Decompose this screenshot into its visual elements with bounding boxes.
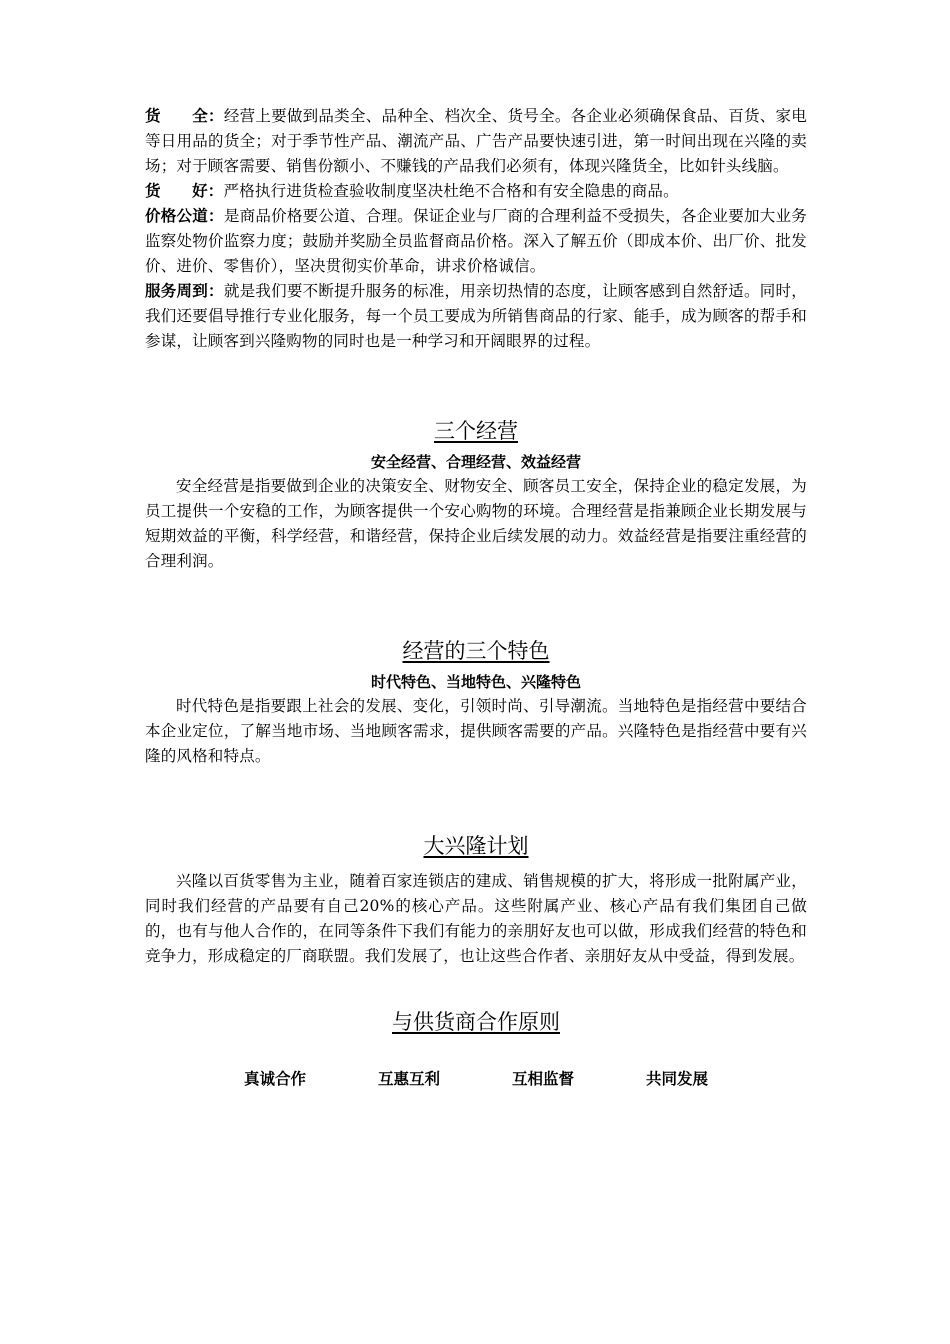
definition-fair-price xyxy=(145,204,807,279)
section-title-supplier-principles: 与供货商合作原则 xyxy=(392,1010,560,1034)
principle-item: 互相监督 xyxy=(511,1070,574,1088)
principle-item: 共同发展 xyxy=(645,1070,708,1088)
principle-item: 真诚合作 xyxy=(243,1070,306,1088)
term-label: 货 全： xyxy=(145,107,224,125)
section-subtitle: 时代特色、当地特色、兴隆特色 xyxy=(370,673,581,691)
principles-row xyxy=(145,1067,807,1089)
term-label: 价格公道： xyxy=(145,207,224,225)
definition-text: 严格执行进货检查验收制度坚决杜绝不合格和有安全隐患的商品。 xyxy=(223,182,679,200)
definition-text: 经营上要做到品类全、品种全、档次全、货号全。各企业必须确保食品、百货、家电等日用品的货全；对于季节性产品、潮流产品、广告产品要快速引进，第一时间出现在兴隆的卖场；对于顾客需要、销售份额小、不赚钱的产品我们必须有，体现兴隆货全，比如针头线脑。 xyxy=(145,107,807,175)
section-body: 兴隆以百货零售为主业，随着百家连锁店的建成、销售规模的扩大，将形成一批附属产业，同时我们经营的产品要有自己20%的核心产品。这些附属产业、核心产品有我们集团自己做的，也有与他人合作的，在同等条件下我们有能力的亲朋好友也可以做，形成我们经营的特色和竞争力，形成稳定的厂商联盟。我们发展了，也让这些合作者、亲朋好友从中受益，得到发展。 xyxy=(145,872,807,965)
section-title-big-xinglong-plan: 大兴隆计划 xyxy=(423,834,529,858)
definition-goods-quality xyxy=(145,179,807,204)
section-title-three-features: 经营的三个特色 xyxy=(402,639,550,663)
definition-thoughtful-service xyxy=(145,279,807,354)
document-page xyxy=(145,104,807,1089)
term-label: 服务周到： xyxy=(145,282,224,300)
definition-goods-complete xyxy=(145,104,807,179)
section-subtitle: 安全经营、合理经营、效益经营 xyxy=(370,453,581,471)
section-title-three-operations: 三个经营 xyxy=(434,419,518,443)
definition-text: 是商品价格要公道、合理。保证企业与厂商的合理利益不受损失，各企业要加大业务监察处物价监察力度；鼓励并奖励全员监督商品价格。深入了解五价（即成本价、出厂价、批发价、进价、零售价），坚决贯彻实价革命，讲求价格诚信。 xyxy=(145,207,807,275)
definition-text: 就是我们要不断提升服务的标准，用亲切热情的态度，让顾客感到自然舒适。同时，我们还要倡导推行专业化服务，每一个员工要成为所销售商品的行家、能手，成为顾客的帮手和参谋，让顾客到兴隆购物的同时也是一种学习和开阔眼界的过程。 xyxy=(145,282,807,350)
term-label: 货 好： xyxy=(145,182,224,200)
section-body: 安全经营是指要做到企业的决策安全、财物安全、顾客员工安全，保持企业的稳定发展，为员工提供一个安稳的工作，为顾客提供一个安心购物的环境。合理经营是指兼顾企业长期发展与短期效益的平衡，科学经营，和谐经营，保持企业后续发展的动力。效益经营是指要注重经营的合理利润。 xyxy=(145,477,807,570)
section-body: 时代特色是指要跟上社会的发展、变化，引领时尚、引导潮流。当地特色是指经营中要结合本企业定位，了解当地市场、当地顾客需求，提供顾客需要的产品。兴隆特色是指经营中要有兴隆的风格和特点。 xyxy=(145,697,807,765)
principle-item: 互惠互利 xyxy=(377,1070,440,1088)
